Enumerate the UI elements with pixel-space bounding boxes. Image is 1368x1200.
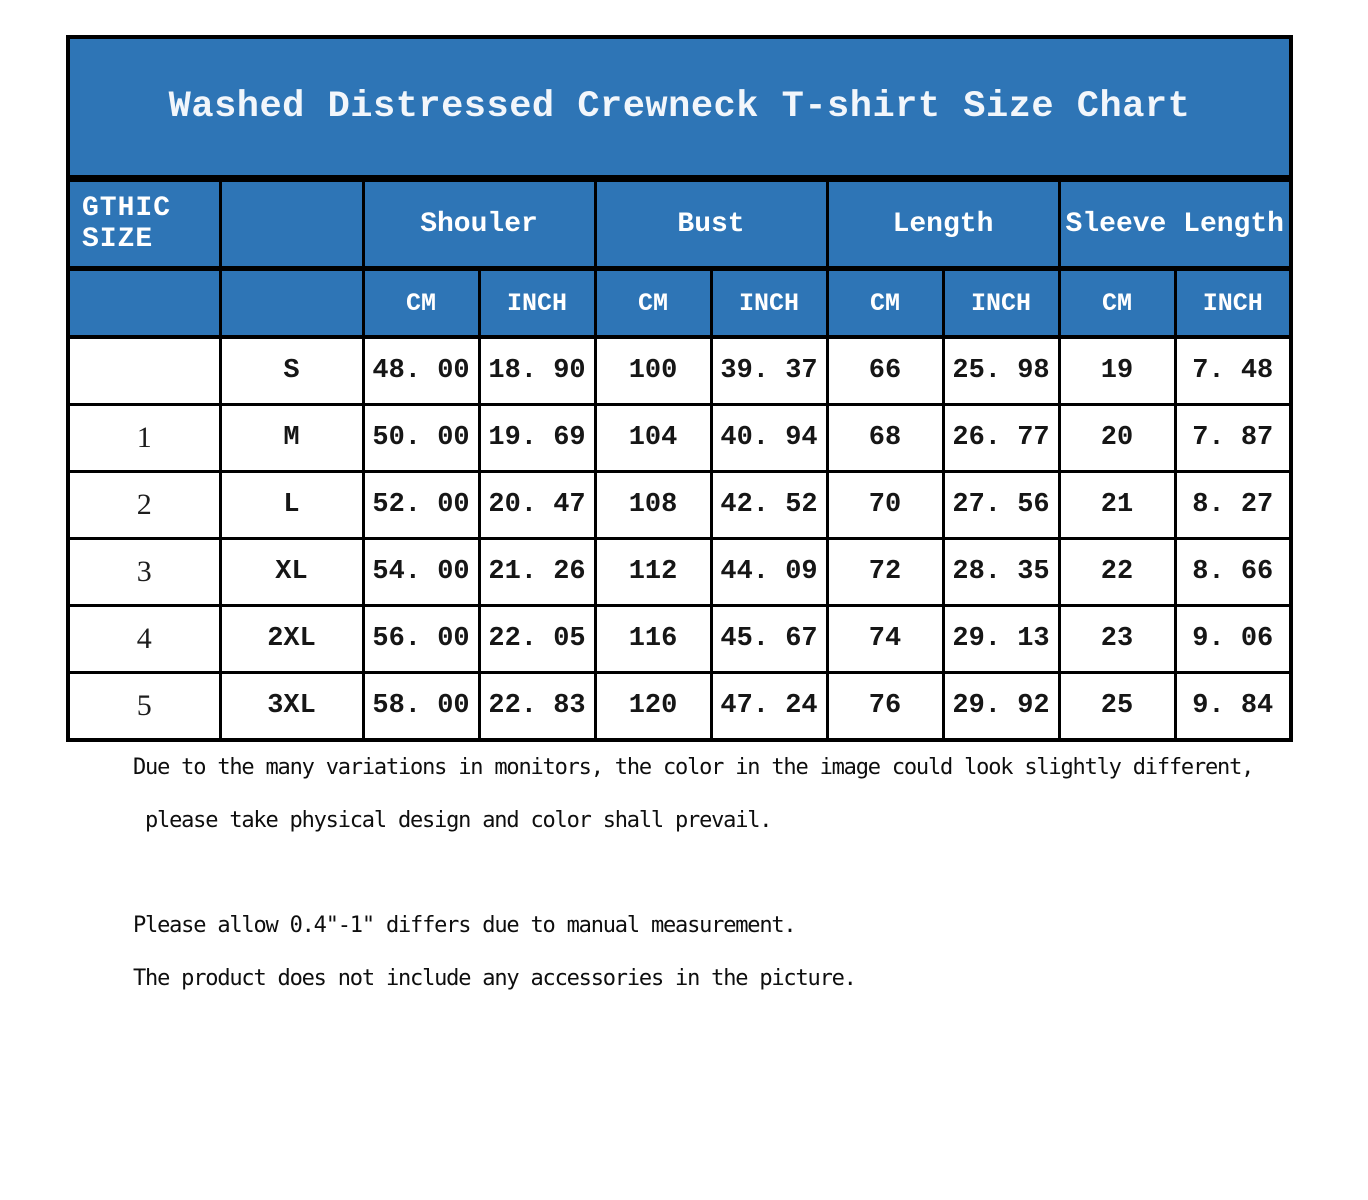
shoulder-inch-cell: 18. 90 bbox=[479, 337, 595, 405]
sleeve-inch-cell: 8. 27 bbox=[1175, 472, 1291, 539]
unit-header-length-inch: INCH bbox=[943, 269, 1059, 338]
size-label-cell: 3XL bbox=[220, 673, 363, 741]
unit-header-sleeve-inch: INCH bbox=[1175, 269, 1291, 338]
unit-header-bust-cm: CM bbox=[595, 269, 711, 338]
row-index-cell: 2 bbox=[68, 472, 220, 539]
size-row-2xl bbox=[68, 606, 1291, 673]
shoulder-cm-cell: 52. 00 bbox=[363, 472, 479, 539]
bust-inch-cell: 42. 52 bbox=[711, 472, 827, 539]
shoulder-cm-cell: 50. 00 bbox=[363, 405, 479, 472]
unit-header-length-cm: CM bbox=[827, 269, 943, 338]
size-row-s bbox=[68, 337, 1291, 405]
bust-inch-cell: 40. 94 bbox=[711, 405, 827, 472]
column-group-shoulder: Shouler bbox=[363, 179, 595, 269]
brand-label: GTHIC SIZE bbox=[68, 179, 220, 269]
size-label-cell: L bbox=[220, 472, 363, 539]
notes bbox=[133, 751, 1313, 996]
length-cm-cell: 72 bbox=[827, 539, 943, 606]
shoulder-inch-cell: 22. 05 bbox=[479, 606, 595, 673]
empty-unit-cell bbox=[68, 269, 220, 338]
sleeve-cm-cell: 23 bbox=[1059, 606, 1175, 673]
row-index-cell: 1 bbox=[68, 405, 220, 472]
sleeve-inch-cell: 7. 87 bbox=[1175, 405, 1291, 472]
bust-cm-cell: 116 bbox=[595, 606, 711, 673]
length-cm-cell: 74 bbox=[827, 606, 943, 673]
size-chart-table bbox=[66, 35, 1293, 742]
shoulder-inch-cell: 22. 83 bbox=[479, 673, 595, 741]
bust-cm-cell: 120 bbox=[595, 673, 711, 741]
bust-cm-cell: 104 bbox=[595, 405, 711, 472]
sleeve-cm-cell: 19 bbox=[1059, 337, 1175, 405]
length-inch-cell: 27. 56 bbox=[943, 472, 1059, 539]
bust-inch-cell: 44. 09 bbox=[711, 539, 827, 606]
empty-header-cell bbox=[220, 179, 363, 269]
bust-cm-cell: 108 bbox=[595, 472, 711, 539]
shoulder-cm-cell: 54. 00 bbox=[363, 539, 479, 606]
length-cm-cell: 68 bbox=[827, 405, 943, 472]
row-index-cell bbox=[68, 337, 220, 405]
shoulder-cm-cell: 58. 00 bbox=[363, 673, 479, 741]
sleeve-cm-cell: 21 bbox=[1059, 472, 1175, 539]
size-row-xl bbox=[68, 539, 1291, 606]
size-label-cell: S bbox=[220, 337, 363, 405]
shoulder-cm-cell: 56. 00 bbox=[363, 606, 479, 673]
sleeve-cm-cell: 20 bbox=[1059, 405, 1175, 472]
column-group-bust: Bust bbox=[595, 179, 827, 269]
size-label-cell: M bbox=[220, 405, 363, 472]
size-row-3xl bbox=[68, 673, 1291, 741]
bust-inch-cell: 45. 67 bbox=[711, 606, 827, 673]
bust-inch-cell: 47. 24 bbox=[711, 673, 827, 741]
note-accessories: The product does not include any accessories in the picture. bbox=[133, 966, 856, 991]
unit-header-shoulder-inch: INCH bbox=[479, 269, 595, 338]
row-index-cell: 5 bbox=[68, 673, 220, 741]
length-inch-cell: 28. 35 bbox=[943, 539, 1059, 606]
length-cm-cell: 76 bbox=[827, 673, 943, 741]
sleeve-inch-cell: 9. 84 bbox=[1175, 673, 1291, 741]
sleeve-cm-cell: 25 bbox=[1059, 673, 1175, 741]
shoulder-inch-cell: 19. 69 bbox=[479, 405, 595, 472]
length-inch-cell: 26. 77 bbox=[943, 405, 1059, 472]
unit-header-shoulder-cm: CM bbox=[363, 269, 479, 338]
unit-header-bust-inch: INCH bbox=[711, 269, 827, 338]
sleeve-inch-cell: 8. 66 bbox=[1175, 539, 1291, 606]
note-monitor-variation-line2: please take physical design and color shall prevail. bbox=[145, 808, 772, 833]
column-group-sleeve-length: Sleeve Length bbox=[1059, 179, 1291, 269]
unit-header-sleeve-cm: CM bbox=[1059, 269, 1175, 338]
note-monitor-variation-line1: Due to the many variations in monitors, the color in the image could look slightly different, bbox=[133, 755, 1254, 780]
sleeve-cm-cell: 22 bbox=[1059, 539, 1175, 606]
row-index-cell: 3 bbox=[68, 539, 220, 606]
length-inch-cell: 29. 92 bbox=[943, 673, 1059, 741]
length-inch-cell: 25. 98 bbox=[943, 337, 1059, 405]
size-row-m bbox=[68, 405, 1291, 472]
empty-unit-cell bbox=[220, 269, 363, 338]
shoulder-inch-cell: 20. 47 bbox=[479, 472, 595, 539]
bust-inch-cell: 39. 37 bbox=[711, 337, 827, 405]
row-index-cell: 4 bbox=[68, 606, 220, 673]
size-row-l bbox=[68, 472, 1291, 539]
size-label-cell: XL bbox=[220, 539, 363, 606]
note-manual-measurement: Please allow 0.4"-1" differs due to manual measurement. bbox=[133, 913, 796, 938]
bust-cm-cell: 100 bbox=[595, 337, 711, 405]
sleeve-inch-cell: 7. 48 bbox=[1175, 337, 1291, 405]
length-inch-cell: 29. 13 bbox=[943, 606, 1059, 673]
length-cm-cell: 70 bbox=[827, 472, 943, 539]
shoulder-inch-cell: 21. 26 bbox=[479, 539, 595, 606]
length-cm-cell: 66 bbox=[827, 337, 943, 405]
sleeve-inch-cell: 9. 06 bbox=[1175, 606, 1291, 673]
bust-cm-cell: 112 bbox=[595, 539, 711, 606]
shoulder-cm-cell: 48. 00 bbox=[363, 337, 479, 405]
column-group-length: Length bbox=[827, 179, 1059, 269]
chart-title: Washed Distressed Crewneck T-shirt Size Chart bbox=[68, 37, 1291, 179]
size-label-cell: 2XL bbox=[220, 606, 363, 673]
